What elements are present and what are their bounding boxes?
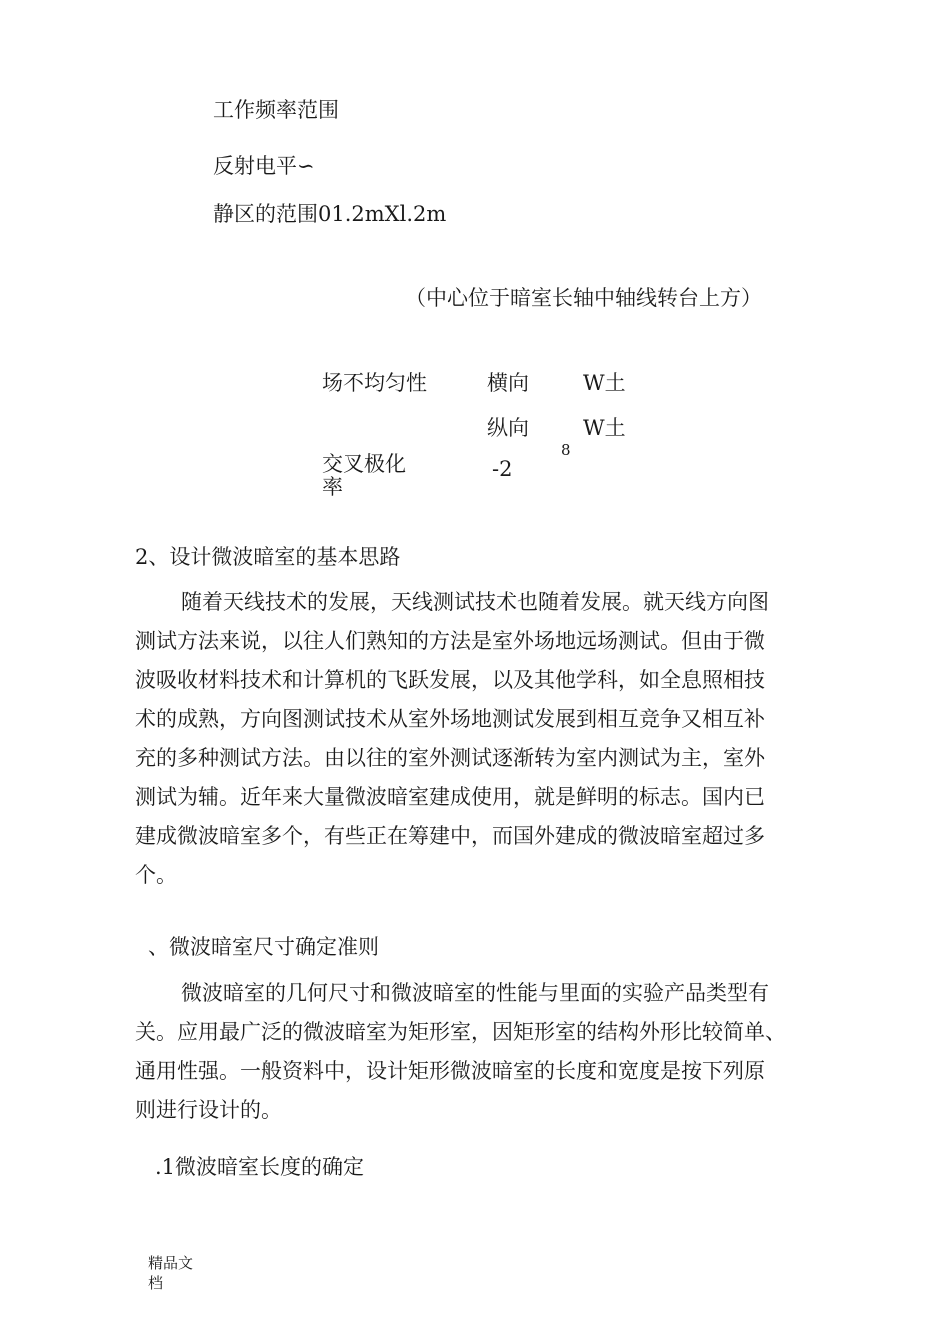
section3-line: 关。应用最广泛的微波暗室为矩形室，因矩形室的结构外形比较简单、 — [135, 1020, 786, 1044]
section2-line: 充的多种测试方法。由以往的室外测试逐渐转为室内测试为主，室外 — [135, 746, 765, 770]
spec-reflect-level: 反射电平∽ — [213, 154, 315, 178]
section2-paragraph — [135, 583, 825, 895]
table-cross-pol-cont: 率 — [322, 475, 343, 499]
section2-line: 波吸收材料技术和计算机的飞跃发展，以及其他学科，如全息照相技 — [135, 668, 765, 692]
section2-line: 随着天线技术的发展，天线测试技术也随着发展。就天线方向图 — [181, 590, 769, 614]
table-uniformity-label: 场不均匀性 — [322, 371, 427, 395]
footer-line: 档 — [148, 1274, 164, 1292]
section3-line: 则进行设计的。 — [135, 1098, 282, 1122]
section2-line: 个。 — [135, 863, 177, 887]
section3-subheading: .1微波暗室长度的确定 — [155, 1155, 365, 1179]
section3-line: 通用性强。一般资料中，设计矩形微波暗室的长度和宽度是按下列原 — [135, 1059, 765, 1083]
table-cross-pol-cont-clip — [322, 475, 347, 499]
table-vertical: 纵向 — [487, 416, 529, 440]
spec-quiet-zone: 静区的范围01.2mXl.2m — [213, 202, 447, 226]
footer-line: 精品文 — [148, 1254, 194, 1272]
section2-heading: 2、设计微波暗室的基本思路 — [135, 545, 401, 569]
footer-watermark — [148, 1253, 193, 1293]
spec-freq-range: 工作频率范围 — [213, 98, 339, 122]
table-horizontal-value: W土 — [583, 371, 626, 395]
table-cross-pol-label: 交叉极化 — [322, 452, 406, 476]
table-mark-clip — [561, 441, 573, 459]
section3-heading: 、微波暗室尺寸确定准则 — [148, 935, 379, 959]
section2-line: 测试为辅。近年来大量微波暗室建成使用，就是鲜明的标志。国内已 — [135, 785, 765, 809]
table-mark: 8 — [561, 441, 571, 459]
spec-quiet-zone-note: （中心位于暗室长轴中轴线转台上方） — [405, 286, 762, 310]
section2-line: 测试方法来说，以往人们熟知的方法是室外场地远场测试。但由于微 — [135, 629, 765, 653]
table-horizontal: 横向 — [487, 371, 529, 395]
section3-line: 微波暗室的几何尺寸和微波暗室的性能与里面的实验产品类型有 — [181, 981, 769, 1005]
section3-paragraph — [135, 974, 825, 1130]
section2-line: 术的成熟，方向图测试技术从室外场地测试发展到相互竞争又相互补 — [135, 707, 765, 731]
table-cross-pol-value: -2 — [492, 457, 513, 481]
table-vertical-value: W土 — [583, 416, 626, 440]
section2-line: 建成微波暗室多个，有些正在筹建中，而国外建成的微波暗室超过多 — [135, 824, 765, 848]
